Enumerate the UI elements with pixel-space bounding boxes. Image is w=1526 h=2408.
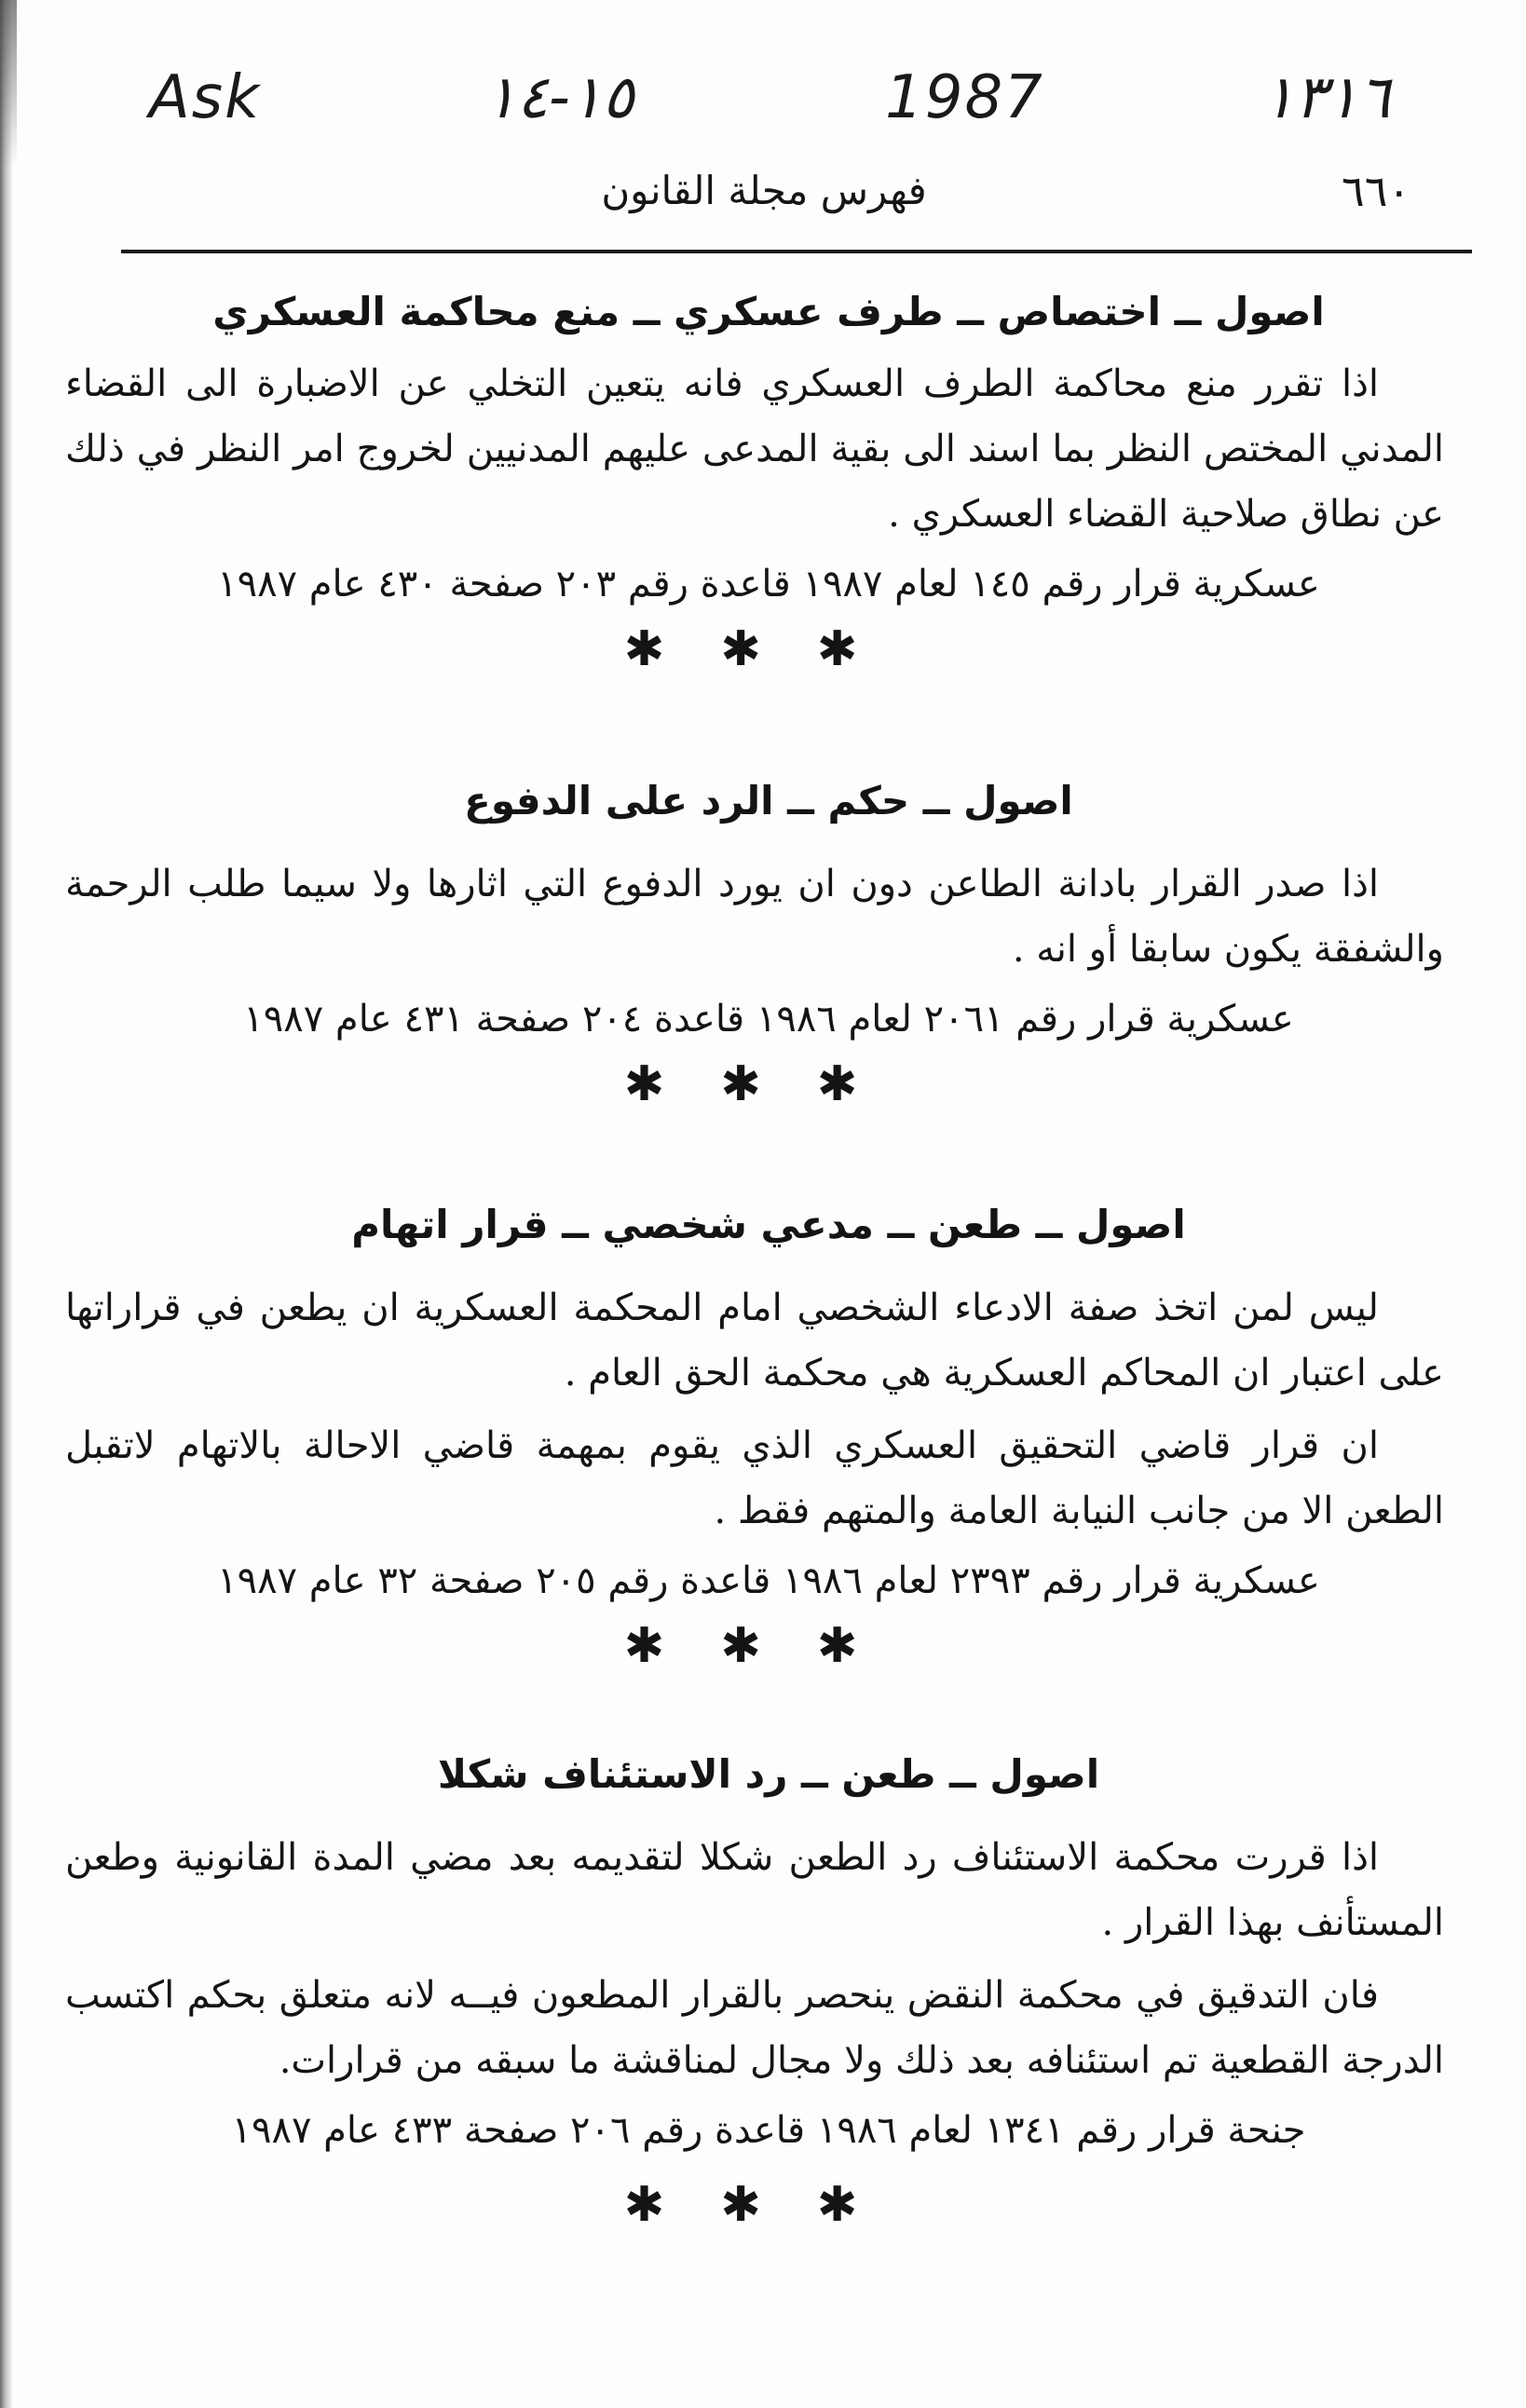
entry-paragraph: اذا صدر القرار بادانة الطاعن دون ان يورد الدفوع التي اثارها ولا سيما طلب الرحمة والشفقة يكون سابقا أو انه . bbox=[65, 863, 1444, 971]
page-number: ٦٦٠ bbox=[1342, 166, 1411, 216]
entry-paragraph: ان قرار قاضي التحقيق العسكري الذي يقوم بمهمة قاضي الاحالة بالاتهام لاتقبل الطعن الا من جانب النيابة العامة والمتهم فقط . bbox=[65, 1424, 1444, 1532]
entry-heading: اصول ــ طعن ــ مدعي شخصي ــ قرار اتهام bbox=[351, 1202, 1186, 1247]
handwritten-note-1: Ask bbox=[149, 63, 262, 132]
handwritten-note-3: 1987 bbox=[885, 63, 1044, 132]
index-entry-2 bbox=[65, 778, 1472, 1112]
entry-citation: عسكرية قرار رقم ٢٠٦١ لعام ١٩٨٦ قاعدة ٢٠٤ صفحة ٤٣١ عام ١٩٨٧ bbox=[243, 998, 1294, 1041]
scan-edge-corner bbox=[0, 0, 17, 168]
entry-heading: اصول ــ طعن ــ رد الاستئناف شكلا bbox=[437, 1751, 1100, 1797]
section-separator: ✱✱✱ bbox=[623, 621, 914, 677]
entry-citation: عسكرية قرار رقم ١٤٥ لعام ١٩٨٧ قاعدة رقم ٢٠٣ صفحة ٤٣٠ عام ١٩٨٧ bbox=[217, 563, 1320, 605]
index-entry-4 bbox=[65, 1751, 1472, 2233]
section-separator: ✱✱✱ bbox=[623, 1056, 914, 1112]
section-separator: ✱✱✱ bbox=[623, 1618, 914, 1674]
handwritten-note-2: ١٥-١٤ bbox=[484, 63, 634, 132]
entry-paragraph: اذا تقرر منع محاكمة الطرف العسكري فانه يتعين التخلي عن الاضبارة الى القضاء المدني المختص النظر بما اسند الى بقية المدعى عليهم المدنيين لخروج امر النظر في ذلك عن نطاق صلاحية القضاء العسكري . bbox=[65, 362, 1444, 536]
section-separator: ✱✱✱ bbox=[623, 2177, 914, 2233]
entry-paragraph: فان التدقيق في محكمة النقض ينحصر بالقرار المطعون فيــه لانه متعلق بحكم اكتسب الدرجة القطعية تم استئنافه بعد ذلك ولا مجال لمناقشة ما سبقه من قرارات. bbox=[65, 1974, 1444, 2082]
entry-paragraph: ليس لمن اتخذ صفة الادعاء الشخصي امام المحكمة العسكرية ان يطعن في قراراتها على اعتبار ان المحاكم العسكرية هي محكمة الحق العام . bbox=[65, 1286, 1444, 1394]
index-entry-1 bbox=[65, 289, 1472, 677]
entry-citation: جنحة قرار رقم ١٣٤١ لعام ١٩٨٦ قاعدة رقم ٢٠٦ صفحة ٤٣٣ عام ١٩٨٧ bbox=[231, 2109, 1306, 2152]
running-title: فهرس مجلة القانون bbox=[601, 168, 927, 213]
scan-edge-shadow bbox=[0, 0, 13, 2408]
entry-citation: عسكرية قرار رقم ٢٣٩٣ لعام ١٩٨٦ قاعدة رقم ٢٠٥ صفحة ٣٢ عام ١٩٨٧ bbox=[217, 1559, 1320, 1602]
entry-heading: اصول ــ حكم ــ الرد على الدفوع bbox=[464, 778, 1073, 823]
header-divider bbox=[121, 250, 1472, 253]
index-entry-3 bbox=[65, 1202, 1472, 1674]
entry-heading: اصول ــ اختصاص ــ طرف عسكري ــ منع محاكمة العسكري bbox=[212, 289, 1325, 334]
handwritten-note-4: ١٣١٦ bbox=[1262, 63, 1391, 132]
entry-paragraph: اذا قررت محكمة الاستئناف رد الطعن شكلا لتقديمه بعد مضي المدة القانونية وطعن المستأنف بهذا القرار . bbox=[65, 1836, 1444, 1944]
